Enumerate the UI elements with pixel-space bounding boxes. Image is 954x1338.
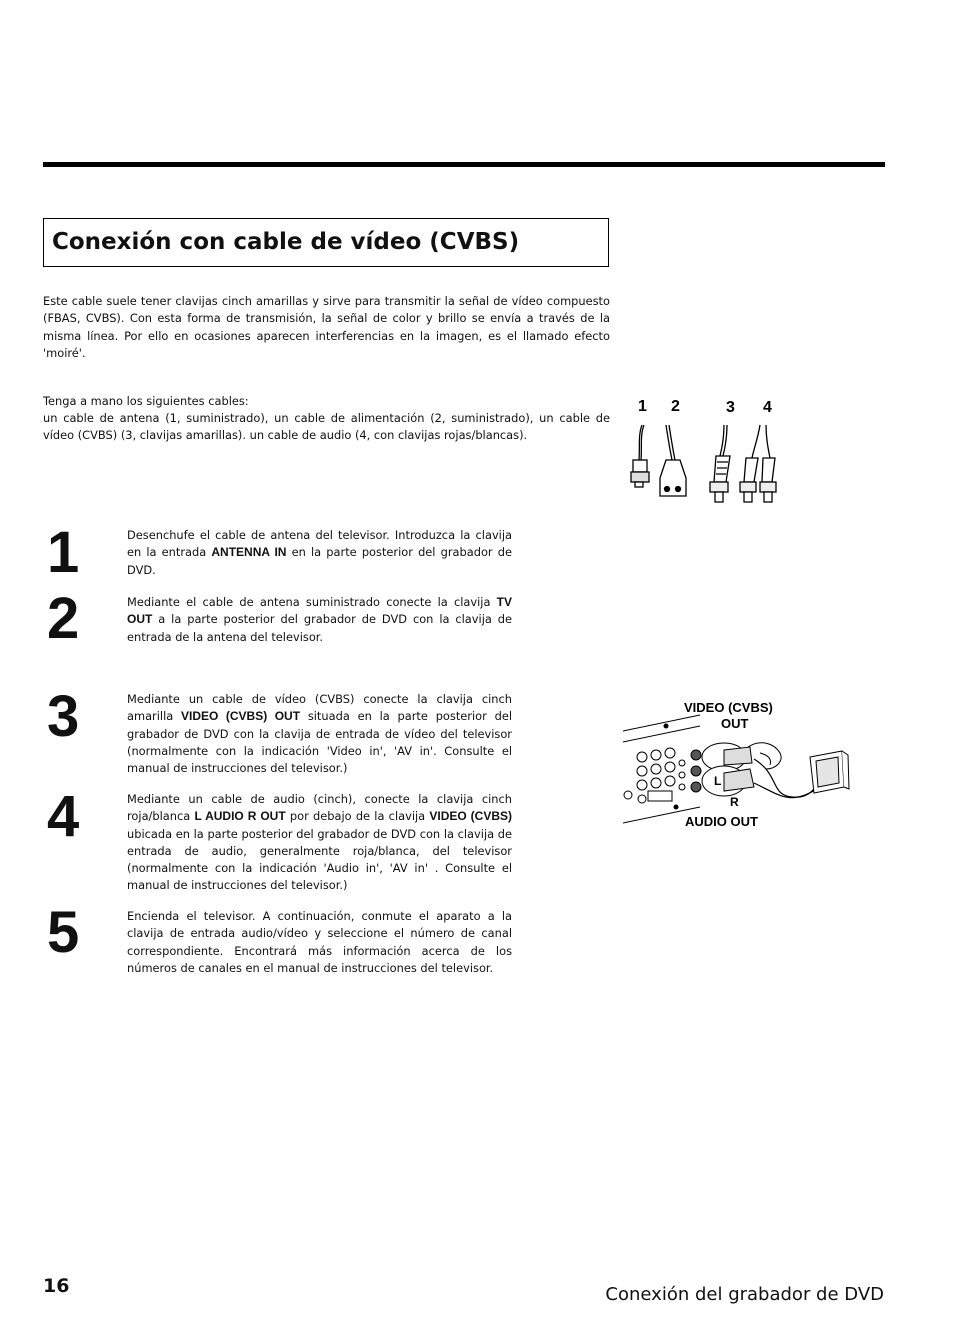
- cables-to-tv: [754, 759, 820, 798]
- audio-cable-drawing: [740, 425, 776, 502]
- step-text-1: Desenchufe el cable de antena del televisor. Introduzca la clavija en la entrada ANTENNA IN en la parte posterior del grabador de DVD.: [127, 528, 512, 577]
- section-title-box: [43, 218, 609, 267]
- video-out-label: OUT: [721, 716, 749, 731]
- cables-list: un cable de antena (1, suministrado), un cable de alimentación (2, suministrado), un cable de vídeo (CVBS) (3, clavijas amarillas). un cable de audio (4, con clavijas rojas/blancas).: [43, 411, 610, 443]
- page-number: 16: [43, 1275, 70, 1297]
- plug-connectors: [702, 743, 754, 796]
- top-rule: [43, 162, 885, 167]
- cable-label-3: 3: [726, 399, 735, 416]
- cable-label-4: 4: [763, 399, 772, 416]
- intro-paragraph: Este cable suele tener clavijas cinch amarillas y sirve para transmitir la señal de vídeo compuesto (FBAS, CVBS). Con esta forma de transmisión, la señal de color y brillo se envía a través de la misma línea. Por ello en ocasiones aparecen interferencias en la imagen, es el llamado efecto 'moiré'.: [43, 294, 610, 360]
- step-number-1: 1: [47, 520, 80, 585]
- hand-drawing: [748, 743, 781, 769]
- video-cvbs-label: VIDEO (CVBS): [684, 700, 773, 715]
- step-text-3: Mediante un cable de vídeo (CVBS) conecte la clavija cinch amarilla VIDEO (CVBS) OUT situada en la parte posterior del grabador de DVD con la clavija de entrada de vídeo del televisor (normalmente con la indicación 'Video in', 'AV in'. Consulte el manual de instrucciones del televisor.): [127, 692, 513, 776]
- step-number-5: 5: [47, 900, 80, 965]
- cable-label-2: 2: [671, 398, 680, 415]
- step-text-5: Encienda el televisor. A continuación, conmute el aparato a la clavija de entrada audio/vídeo y seleccione el número de canal correspondiente. Encontrará más información acerca de los números de canales en el manual de instrucciones del televisor.: [127, 909, 512, 975]
- section-title: Conexión con cable de vídeo (CVBS): [52, 229, 520, 255]
- step-number-3: 3: [47, 684, 80, 749]
- cables-illustration: [620, 390, 790, 515]
- television-drawing: [810, 751, 849, 793]
- power-cable-drawing: [660, 425, 686, 496]
- audio-out-label: AUDIO OUT: [685, 814, 758, 829]
- antenna-cable-drawing: [631, 425, 649, 487]
- step-text-2: Mediante el cable de antena suministrado conecte la clavija TV OUT a la parte posterior del grabador de DVD con la clavija de entrada de la antena del televisor.: [127, 595, 512, 644]
- audio-l-label: L: [714, 774, 722, 788]
- cable-label-1: 1: [638, 398, 647, 415]
- step-text-4: Mediante un cable de audio (cinch), conecte la clavija cinch roja/blanca L AUDIO R OUT por debajo de la clavija VIDEO (CVBS) ubicada en la parte posterior del grabador de DVD con la clavija de entrada de audio, generalmente roja/blanca, del televisor (normalmente con la indicación 'Audio in', 'AV in' . Consulte el manual de instrucciones del televisor.): [127, 792, 513, 893]
- dvd-recorder-back-panel: [623, 715, 701, 823]
- audio-r-label: R: [730, 795, 739, 809]
- step-number-4: 4: [47, 784, 80, 849]
- video-cable-drawing: [710, 425, 730, 502]
- footer-section-title: Conexión del grabador de DVD: [605, 1284, 884, 1305]
- cables-heading: Tenga a mano los siguientes cables:: [43, 394, 249, 408]
- connection-illustration: [620, 695, 850, 835]
- step-number-2: 2: [47, 586, 80, 651]
